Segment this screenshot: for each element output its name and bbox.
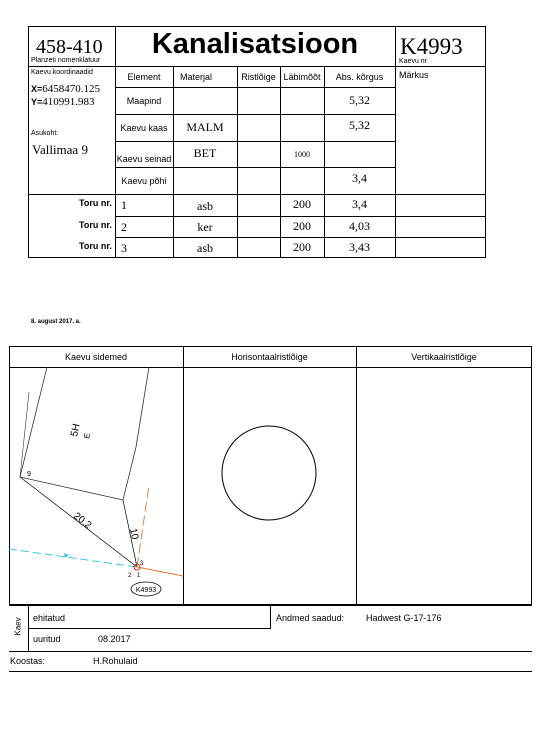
pipe-height: 4,03: [349, 218, 370, 233]
col-well-links: Kaevu sidemed: [64, 351, 128, 362]
horizontal-section-drawing: [183, 367, 356, 605]
side-label: Kaev: [13, 617, 23, 636]
pipe-diameter: 200: [293, 196, 311, 211]
y-label: Y=: [31, 97, 43, 107]
pipe-height: 3,43: [349, 240, 370, 254]
col-header-element: Element: [127, 71, 161, 82]
row-material: BET: [193, 145, 217, 160]
col-vertical-section: Vertikaalristlõige: [411, 351, 477, 362]
pipe-material: asb: [197, 241, 213, 255]
col-header-diameter: Läbimõõt: [283, 71, 321, 82]
data-source-label: Andmed saadud:: [276, 613, 345, 623]
plan-number-label: Planzeti nomenklatuur: [31, 57, 101, 64]
node-label: 9: [27, 471, 31, 478]
pipe-material: ker: [197, 220, 213, 234]
node-label: 2: [128, 573, 132, 579]
pipe-height: 3,4: [352, 196, 367, 211]
pipe-material: asb: [197, 199, 213, 213]
pipe-diameter: 200: [293, 240, 311, 254]
pipe-number: 1: [121, 198, 127, 212]
col-header-note: Märkus: [399, 70, 429, 80]
col-header-material: Materjal: [179, 71, 212, 82]
x-label: X=: [31, 84, 43, 94]
surveyed-label: uuritud: [33, 634, 61, 644]
well-link-sketch: [9, 367, 183, 605]
row-element: Kaevu kaas: [120, 122, 168, 133]
dim-main: 20.2: [71, 510, 94, 532]
row-material: MALM: [186, 120, 224, 134]
pipe-number: 2: [121, 220, 127, 234]
row-height: 5,32: [349, 117, 370, 132]
row-element: Kaevu seinad: [116, 153, 172, 164]
well-number: K4993: [400, 34, 463, 59]
pipe-diameter: 200: [293, 218, 311, 233]
pipe-label: Toru nr.: [79, 198, 112, 208]
pipe-label: Toru nr.: [79, 220, 112, 230]
y-coordinate: [31, 96, 95, 108]
x-value: 6458470.125: [42, 83, 101, 95]
plan-number: 458-410: [36, 36, 103, 58]
well-cross-section-circle: [222, 426, 316, 520]
col-header-height: Abs. kõrgus: [335, 71, 384, 82]
coords-label: Kaevu koordinaadid: [31, 69, 93, 76]
well-tag: K4993: [135, 587, 157, 594]
row-element: Maapind: [126, 95, 162, 106]
page-title: Kanalisatsioon: [151, 28, 359, 60]
address-value: Vallimaa 9: [32, 142, 88, 157]
surveyed-value: 08.2017: [98, 634, 131, 644]
col-header-cross: Ristlõige: [241, 71, 276, 82]
parcel-boundary-neighbor: [20, 392, 29, 477]
pipe-line-cyan: [9, 549, 137, 567]
data-source-value: Hadwest G-17-176: [366, 613, 442, 623]
row-height: 3,4: [352, 170, 367, 185]
address-label: Asukoht:: [31, 130, 59, 137]
row-element: Kaevu põhi: [121, 175, 167, 186]
row-diameter: 1000: [294, 149, 310, 159]
col-horizontal-section: Horisontaalristlõige: [231, 351, 308, 362]
row-height: 5,32: [349, 93, 370, 107]
built-label: ehitatud: [33, 613, 66, 623]
pipe-number: 3: [121, 241, 127, 255]
author-value: H.Rohulaid: [93, 656, 138, 666]
date-note: 8. august 2017. a.: [31, 319, 81, 325]
x-coordinate: [31, 83, 100, 95]
dim-short: 10: [127, 527, 141, 541]
pipe-line-orange-dashed: [137, 485, 149, 567]
author-label: Koostas:: [10, 656, 46, 666]
pipe-line-orange: [137, 567, 183, 576]
parcel-sub: E: [82, 432, 93, 440]
well-number-label: Kaevu nr: [399, 58, 428, 65]
parcel-label: 5H: [69, 422, 83, 438]
pipe-label: Toru nr.: [79, 241, 112, 251]
node-label: 3: [140, 561, 144, 567]
y-value: 410991.983: [42, 96, 95, 108]
node-label: 1: [137, 573, 141, 579]
